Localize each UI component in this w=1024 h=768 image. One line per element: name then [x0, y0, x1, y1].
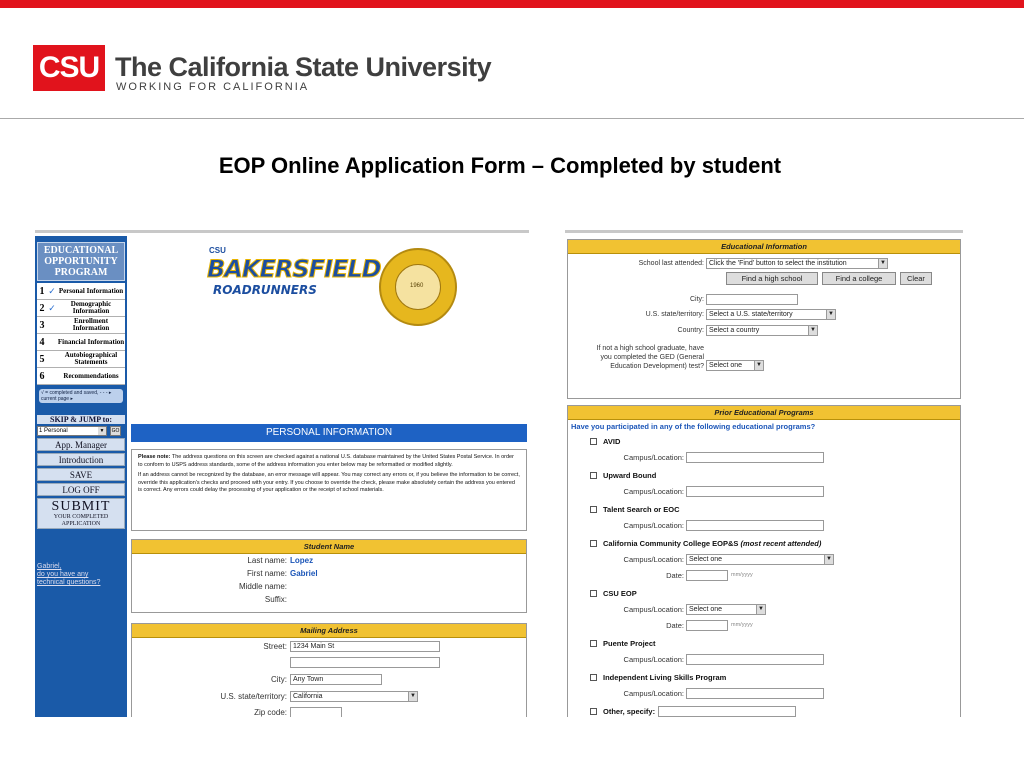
prior-programs-section	[567, 405, 961, 717]
school-value: Click the 'Find' button to select the institution	[709, 260, 847, 267]
step-demographic[interactable]	[37, 300, 125, 317]
step-autobiographical[interactable]	[37, 351, 125, 368]
talent-row	[568, 501, 960, 517]
campus-label: Campus/Location:	[623, 486, 684, 496]
step-legend: √ = completed and saved, - - - ▸ current page ▸	[39, 389, 123, 403]
log-off-button[interactable]: LOG OFF	[37, 483, 125, 496]
clear-button[interactable]: Clear	[900, 272, 932, 285]
ccc-date-row	[568, 567, 960, 583]
step-number: 4	[39, 336, 45, 348]
chevron-down-icon: ▼	[756, 605, 765, 614]
school-select[interactable]	[706, 258, 888, 269]
step-label: Financial Information	[57, 337, 125, 346]
other-checkbox[interactable]	[590, 708, 597, 715]
step-number: 6	[39, 370, 45, 382]
campus-label: Campus/Location:	[623, 654, 684, 664]
step-number: 2	[39, 302, 45, 314]
campus-label: Campus/Location:	[623, 452, 684, 462]
avid-row	[568, 433, 960, 449]
slide-title: EOP Online Application Form – Completed by student	[218, 153, 782, 178]
middle-name-label: Middle name:	[238, 582, 287, 591]
ccc-name: California Community College EOP&S	[603, 538, 739, 548]
puente-campus-row	[568, 651, 960, 667]
step-label: Enrollment Information	[72, 317, 110, 332]
puente-label: Puente Project	[603, 638, 656, 648]
date-hint: mm/yyyy	[731, 572, 753, 578]
logo-roadrunners-text: ROADRUNNERS	[213, 283, 317, 297]
talent-campus-input[interactable]	[686, 520, 824, 531]
note-paragraph-2: If an address cannot be recognized by the database, an error message will appear. You may correct any errors or, if you believe the information to be correct, override this application's checks and proceed with your entry. If you choose to override the check, please make absolutely certain the address you entered is correct. Any errors could delay the processing of your application or the receipt of school materials.	[138, 472, 520, 493]
csu-eop-checkbox[interactable]	[590, 590, 597, 597]
ged-line: If not a high school graduate, have	[596, 345, 704, 352]
check-icon: ✓	[48, 285, 56, 296]
upward-label: Upward Bound	[603, 470, 657, 480]
ccc-checkbox[interactable]	[590, 540, 597, 547]
last-name-row	[132, 554, 526, 567]
check-icon: ✓	[48, 302, 56, 313]
csu-eop-date-row	[568, 617, 960, 633]
chevron-down-icon: ▼	[808, 326, 817, 335]
step-number: 5	[39, 353, 45, 365]
logo-text: CSU	[38, 51, 100, 84]
csu-eop-row	[568, 585, 960, 601]
csu-eop-campus-select[interactable]	[686, 604, 766, 615]
date-label: Date:	[666, 620, 684, 630]
skip-jump-select[interactable]	[37, 426, 107, 436]
first-name-row	[132, 567, 526, 580]
date-label: Date:	[666, 570, 684, 580]
upward-campus-row	[568, 483, 960, 499]
submit-button[interactable]	[37, 498, 125, 529]
app-manager-button[interactable]: App. Manager	[37, 438, 125, 451]
step-label: Recommendations	[63, 371, 119, 380]
educational-information-section	[567, 239, 961, 399]
puente-row	[568, 635, 960, 651]
ccc-label	[603, 539, 821, 548]
eop-program-heading	[37, 242, 125, 281]
school-state-row	[568, 306, 960, 322]
ccc-note: (most recent attended)	[740, 538, 822, 548]
state-row	[132, 688, 526, 704]
prior-programs-heading: Prior Educational Programs	[568, 406, 960, 420]
ged-label	[568, 344, 706, 371]
ged-select[interactable]	[706, 360, 764, 371]
puente-campus-input[interactable]	[686, 654, 824, 665]
middle-name-row	[132, 580, 526, 593]
school-state-label: U.S. state/territory:	[645, 310, 704, 318]
country-label: Country:	[677, 326, 704, 334]
heading-line: PROGRAM	[54, 267, 108, 278]
skip-jump-value: 1 Personal	[39, 428, 68, 434]
country-row	[568, 322, 960, 338]
last-name-value: Lopez	[290, 556, 314, 565]
ils-row	[568, 669, 960, 685]
city-input[interactable]: Any Town	[290, 674, 382, 685]
upward-campus-input[interactable]	[686, 486, 824, 497]
find-college-button[interactable]: Find a college	[822, 272, 896, 285]
step-label: Personal Information	[58, 286, 124, 295]
campus-label: Campus/Location:	[623, 688, 684, 698]
find-buttons-row	[568, 270, 960, 287]
puente-checkbox[interactable]	[590, 640, 597, 647]
help-line: Gabriel,	[37, 563, 62, 570]
first-name-value: Gabriel	[290, 569, 318, 578]
ils-label: Independent Living Skills Program	[603, 672, 727, 682]
personal-info-screenshot	[35, 230, 529, 717]
talent-campus-row	[568, 517, 960, 533]
state-select[interactable]	[290, 691, 418, 702]
chevron-down-icon: ▼	[824, 555, 833, 564]
last-name-label: Last name:	[247, 556, 287, 565]
submit-label: SUBMIT	[51, 499, 111, 514]
seal-center	[395, 264, 441, 310]
state-label: U.S. state/territory:	[220, 691, 287, 701]
country-select[interactable]	[706, 325, 818, 336]
school-row	[568, 257, 960, 270]
avid-label: AVID	[603, 436, 621, 446]
school-city-input[interactable]	[706, 294, 798, 305]
ccc-campus-select[interactable]	[686, 554, 834, 565]
talent-label: Talent Search or EOC	[603, 504, 680, 514]
school-label: School last attended:	[638, 260, 704, 267]
save-button[interactable]: SAVE	[37, 468, 125, 481]
address-note	[131, 449, 527, 531]
submit-sub-label: YOUR COMPLETED	[53, 514, 109, 520]
skip-jump-label: SKIP & JUMP to:	[37, 415, 125, 424]
date-hint: mm/yyyy	[731, 622, 753, 628]
step-label: Demographic Information	[70, 300, 112, 315]
ccc-row	[568, 535, 960, 551]
csu-eop-label: CSU EOP	[603, 588, 637, 598]
school-city-label: City:	[690, 296, 704, 303]
first-name-label: First name:	[246, 569, 287, 578]
chevron-down-icon: ▼	[408, 692, 417, 701]
mailing-address-section	[131, 623, 527, 717]
step-number: 3	[39, 319, 45, 331]
educational-information-heading: Educational Information	[568, 240, 960, 254]
logo-csu-text: CSU	[209, 246, 226, 255]
university-seal-icon	[379, 248, 457, 326]
avid-campus-input[interactable]	[686, 452, 824, 463]
prior-programs-question: Have you participated in any of the following educational programs?	[571, 422, 816, 431]
city-row	[132, 670, 526, 688]
ged-value: Select one	[709, 362, 743, 369]
mailing-address-heading: Mailing Address	[132, 624, 526, 638]
country-value: Select a country	[709, 326, 760, 334]
header-divider	[0, 118, 1024, 119]
personal-information-heading: PERSONAL INFORMATION	[131, 424, 527, 442]
school-state-value: Select a U.S. state/territory	[709, 310, 793, 318]
campus-label: Campus/Location:	[623, 554, 684, 564]
other-row	[568, 703, 960, 717]
note-bold: Please note:	[138, 454, 171, 460]
university-tagline: WORKING FOR CALIFORNIA	[116, 81, 310, 93]
campus-label: Campus/Location:	[623, 520, 684, 530]
street-2-row	[132, 654, 526, 670]
avid-campus-row	[568, 449, 960, 465]
ged-line: you completed the GED (General	[600, 354, 704, 361]
csu-logo	[33, 45, 105, 91]
ils-campus-input[interactable]	[686, 688, 824, 699]
suffix-label: Suffix:	[264, 595, 287, 604]
ged-row	[568, 344, 960, 371]
avid-checkbox[interactable]	[590, 438, 597, 445]
other-label: Other, specify:	[603, 706, 656, 716]
note-paragraph-1	[138, 454, 520, 469]
logo-bakersfield-text: BAKERSFIELD	[207, 255, 381, 283]
ccc-date-input[interactable]	[686, 570, 728, 581]
street-label: Street:	[263, 641, 287, 651]
csu-eop-campus-value: Select one	[689, 605, 723, 613]
campus-label: Campus/Location:	[623, 604, 684, 614]
step-recommendations[interactable]	[37, 368, 125, 385]
help-line: do you have any	[37, 571, 89, 578]
csu-eop-date-input[interactable]	[686, 620, 728, 631]
educational-info-screenshot	[565, 230, 963, 717]
find-high-school-button[interactable]: Find a high school	[726, 272, 818, 285]
suffix-row	[132, 593, 526, 606]
technical-help-link[interactable]	[37, 563, 125, 587]
heading-line: OPPORTUNITY	[44, 256, 118, 267]
chevron-down-icon: ▼	[754, 361, 763, 370]
chevron-down-icon: ▼	[826, 310, 835, 319]
ils-checkbox[interactable]	[590, 674, 597, 681]
street-input[interactable]: 1234 Main St	[290, 641, 440, 652]
csu-eop-campus-row	[568, 601, 960, 617]
ccc-campus-value: Select one	[689, 555, 723, 563]
step-label: Autobiographical Statements	[64, 351, 118, 366]
skip-jump-row	[37, 426, 125, 436]
top-accent-bar	[0, 0, 1024, 8]
student-name-heading: Student Name	[132, 540, 526, 554]
personal-info-main	[131, 236, 529, 717]
talent-checkbox[interactable]	[590, 506, 597, 513]
street-row	[132, 638, 526, 654]
help-line: technical questions?	[37, 579, 101, 586]
zip-label: Zip code:	[254, 707, 287, 717]
seal-year: 1960	[410, 283, 424, 289]
ccc-campus-row	[568, 551, 960, 567]
step-financial[interactable]	[37, 334, 125, 351]
upward-checkbox[interactable]	[590, 472, 597, 479]
step-number: 1	[39, 285, 45, 297]
bakersfield-roadrunners-logo	[207, 246, 387, 326]
chevron-down-icon: ▼	[878, 259, 887, 268]
other-input[interactable]	[658, 706, 796, 717]
introduction-button[interactable]: Introduction	[37, 453, 125, 466]
school-state-select[interactable]	[706, 309, 836, 320]
zip-row	[132, 704, 526, 717]
city-label: City:	[271, 674, 287, 684]
eop-sidebar	[35, 236, 127, 717]
school-city-row	[568, 293, 960, 306]
upward-row	[568, 467, 960, 483]
ils-campus-row	[568, 685, 960, 701]
submit-sub-label: APPLICATION	[61, 521, 101, 527]
step-personal[interactable]	[37, 283, 125, 300]
go-button[interactable]: GO	[111, 428, 120, 434]
chevron-down-icon: ▼	[99, 428, 105, 434]
state-value: California	[293, 692, 323, 700]
ged-line: Education Development) test?	[610, 363, 704, 370]
street-2-input[interactable]	[290, 657, 440, 668]
step-enrollment[interactable]	[37, 317, 125, 334]
note-text: The address questions on this screen are checked against a national U.S. database maintained by the United States Postal Service. In order to conform to USPS address standards, some of the address information you enter below may be reformatted or modified slightly.	[138, 454, 514, 468]
student-name-section	[131, 539, 527, 613]
university-name: The California State University	[115, 52, 492, 82]
zip-input[interactable]	[290, 707, 342, 718]
heading-line: EDUCATIONAL	[43, 245, 119, 256]
step-list	[37, 283, 125, 385]
